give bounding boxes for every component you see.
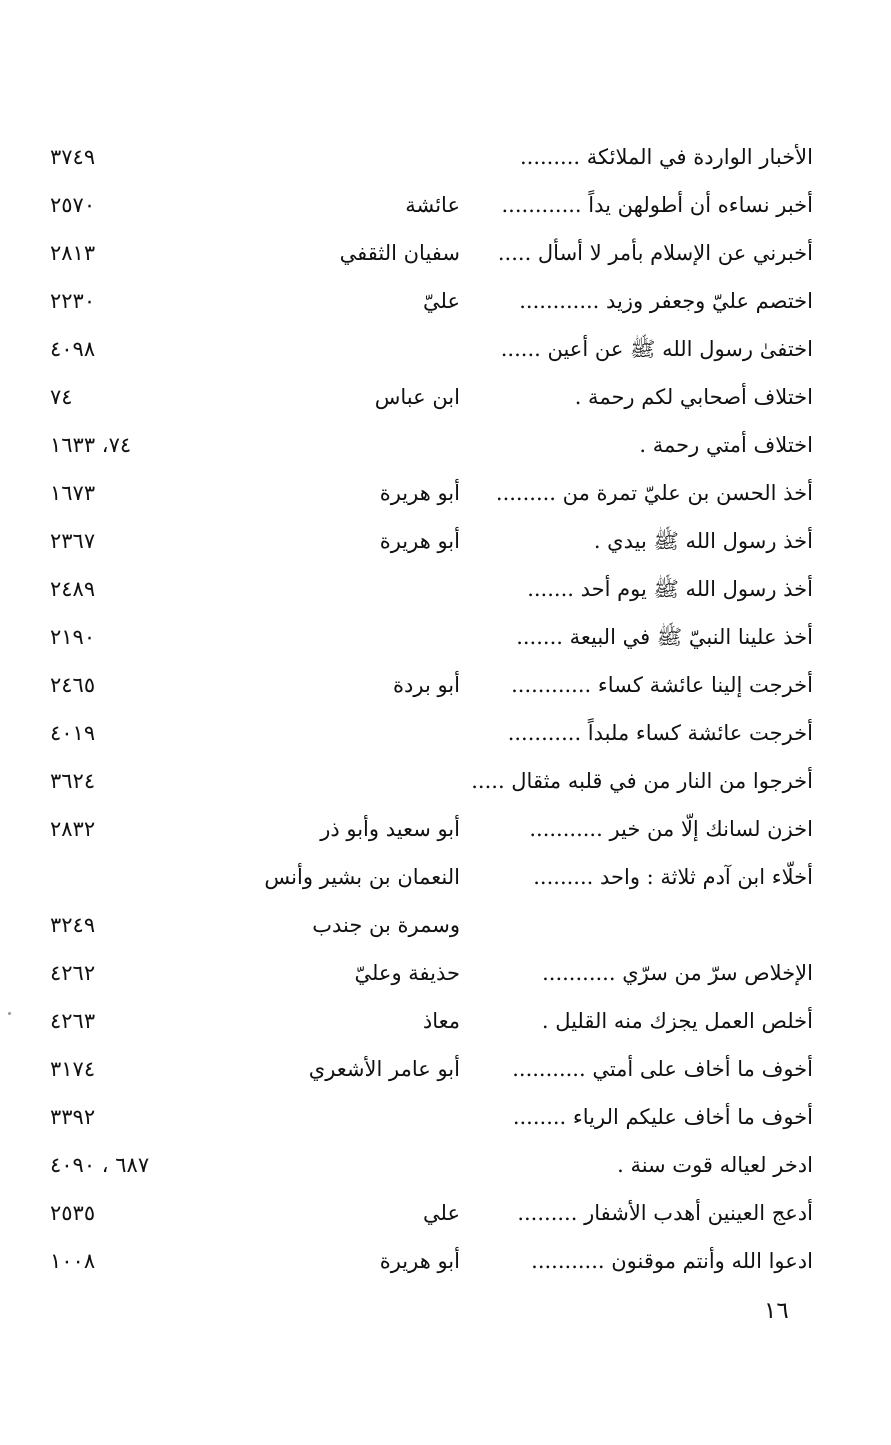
- hadith-incipit: أخذ الحسن بن عليّ تمرة من .........: [495, 481, 813, 505]
- hadith-incipit: أخذ رسول الله ﷺ يوم أحد .......: [527, 577, 813, 601]
- hadith-incipit: اختصم عليّ وجعفر وزيد ............: [519, 289, 813, 313]
- index-entry: [0, 518, 891, 566]
- index-entry: [0, 902, 891, 950]
- page-number: ١٦: [764, 1298, 789, 1324]
- hadith-incipit: اخزن لسانك إلّا من خير ...........: [529, 817, 813, 841]
- scan-speck: [8, 1012, 11, 1015]
- index-entry: [0, 182, 891, 230]
- hadith-number: ٢٣٦٧: [50, 529, 96, 553]
- index-entry: [0, 662, 891, 710]
- hadith-incipit: اختلاف أصحابي لكم رحمة .: [574, 385, 813, 409]
- hadith-incipit: أخبرني عن الإسلام بأمر لا أسأل .....: [497, 241, 813, 265]
- hadith-number: ٧٤، ١٦٣٣: [50, 433, 132, 457]
- index-entry: [0, 614, 891, 662]
- narrator: معاذ: [422, 1009, 460, 1033]
- narrator: أبو هريرة: [379, 529, 460, 553]
- hadith-incipit: أدعج العينين أهدب الأشفار .........: [517, 1201, 813, 1225]
- hadith-number: ٤٠٩٨: [50, 337, 96, 361]
- index-entry: [0, 1046, 891, 1094]
- hadith-incipit: ادخر لعياله قوت سنة .: [617, 1153, 813, 1177]
- hadith-number: ١٠٠٨: [50, 1249, 96, 1273]
- narrator: أبو بردة: [393, 673, 460, 697]
- index-entry: [0, 470, 891, 518]
- hadith-incipit: ادعوا الله وأنتم موقنون ...........: [531, 1249, 813, 1273]
- narrator: النعمان بن بشير وأنس: [264, 865, 460, 889]
- index-entry: [0, 998, 891, 1046]
- hadith-number: ٢٤٦٥: [50, 673, 96, 697]
- hadith-number: ٤٠١٩: [50, 721, 96, 745]
- index-entry: [0, 1142, 891, 1190]
- hadith-incipit: أخلّاء ابن آدم ثلاثة : واحد .........: [533, 865, 813, 889]
- index-entry: [0, 134, 891, 182]
- hadith-incipit: أخرجوا من النار من في قلبه مثقال .....: [471, 769, 813, 793]
- narrator: علي: [423, 1201, 460, 1225]
- narrator: أبو هريرة: [379, 1249, 460, 1273]
- narrator: أبو سعيد وأبو ذر: [320, 817, 460, 841]
- hadith-number: ٧٤: [50, 385, 73, 409]
- hadith-incipit: الإخلاص سرّ من سرّي ...........: [542, 961, 813, 985]
- index-entry: [0, 566, 891, 614]
- narrator: أبو هريرة: [379, 481, 460, 505]
- index-entry: [0, 806, 891, 854]
- hadith-incipit: الأخبار الواردة في الملائكة .........: [519, 145, 813, 169]
- index-entry: [0, 950, 891, 998]
- index-entry: [0, 374, 891, 422]
- hadith-incipit: أخوف ما أخاف على أمتي ...........: [512, 1057, 813, 1081]
- hadith-number: ٢٥٧٠: [50, 193, 96, 217]
- index-entry: [0, 758, 891, 806]
- narrator: عائشة: [405, 193, 460, 217]
- hadith-number: ٤٢٦٢: [50, 961, 96, 985]
- hadith-number: ٢٤٨٩: [50, 577, 96, 601]
- narrator: حذيفة وعليّ: [354, 961, 460, 985]
- hadith-number: ١٦٧٣: [50, 481, 96, 505]
- hadith-number: ٣٧٤٩: [50, 145, 96, 169]
- index-entry: [0, 1238, 891, 1286]
- index-entry: [0, 1190, 891, 1238]
- hadith-incipit: أخبر نساءه أن أطولهن يداً ............: [501, 193, 813, 217]
- index-entry: [0, 710, 891, 758]
- narrator: عليّ: [423, 289, 460, 313]
- narrator: سفيان الثقفي: [339, 241, 460, 265]
- index-list: [0, 134, 891, 1286]
- hadith-number: ٢٨٣٢: [50, 817, 96, 841]
- index-entry: [0, 854, 891, 902]
- hadith-incipit: أخذ رسول الله ﷺ بيدي .: [593, 529, 813, 553]
- index-entry: [0, 326, 891, 374]
- index-entry: [0, 278, 891, 326]
- hadith-number: ٣٦٢٤: [50, 769, 96, 793]
- hadith-incipit: أخرجت إلينا عائشة كساء ............: [511, 673, 813, 697]
- hadith-incipit: أخذ علينا النبيّ ﷺ في البيعة .......: [516, 625, 813, 649]
- hadith-number: ٤٢٦٣: [50, 1009, 96, 1033]
- hadith-number: ٦٨٧ ، ٤٠٩٠: [50, 1153, 150, 1177]
- index-entry: [0, 422, 891, 470]
- hadith-number: ٢١٩٠: [50, 625, 96, 649]
- hadith-number: ٣٣٩٢: [50, 1105, 96, 1129]
- narrator: وسمرة بن جندب: [312, 913, 460, 937]
- hadith-incipit: أخوف ما أخاف عليكم الرياء ........: [512, 1105, 813, 1129]
- hadith-incipit: أخرجت عائشة كساء ملبداً ...........: [507, 721, 813, 745]
- hadith-number: ٢٥٣٥: [50, 1201, 96, 1225]
- hadith-number: ٢٢٣٠: [50, 289, 96, 313]
- index-entry: [0, 1094, 891, 1142]
- hadith-incipit: اختفىٰ رسول الله ﷺ عن أعين ......: [500, 337, 813, 361]
- hadith-number: ٣١٧٤: [50, 1057, 96, 1081]
- hadith-incipit: أخلص العمل يجزك منه القليل .: [541, 1009, 813, 1033]
- narrator: ابن عباس: [374, 385, 460, 409]
- narrator: أبو عامر الأشعري: [308, 1057, 460, 1081]
- hadith-number: ٣٢٤٩: [50, 913, 96, 937]
- hadith-number: ٢٨١٣: [50, 241, 96, 265]
- hadith-incipit: اختلاف أمتي رحمة .: [639, 433, 813, 457]
- index-entry: [0, 230, 891, 278]
